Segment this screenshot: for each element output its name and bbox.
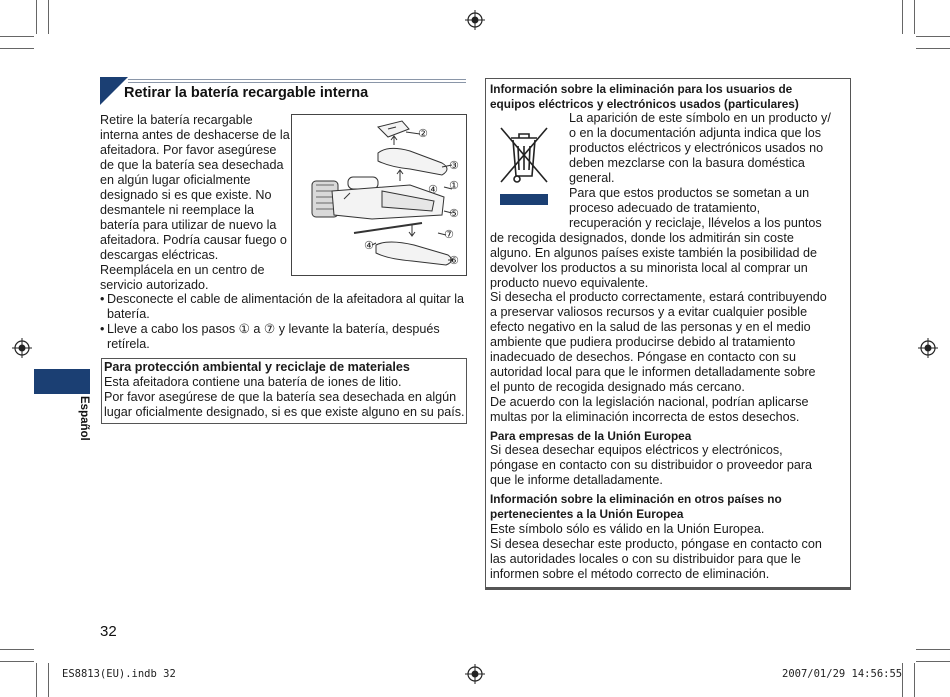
intro-line: descargas eléctricas. [100,248,219,262]
environment-line: Esta afeitadora contiene una batería de iones de litio. [104,375,402,389]
disposal-line: autoridad local para que le informen detalladamente sobre [490,365,816,379]
callout-label: ④ [364,240,374,252]
bullet-item: • Desconecte el cable de alimentación de la afeitadora al quitar la batería. [100,292,465,321]
environment-box [101,358,467,424]
intro-line: batería para utilizar de nuevo la [100,218,277,232]
page-number: 32 [100,623,117,640]
environment-line: lugar oficialmente designado, si es que existe alguno en su país. [104,405,465,419]
bullet-text: Lleve a cabo los pasos ① a ⑦ y levante la batería, después retírela. [107,322,440,351]
disposal-line: deben mezclarse con la basura doméstica [569,156,805,170]
language-tab [34,369,90,394]
crossed-wheelie-bin-icon [497,124,551,186]
intro-line: de que la batería sea desechada [100,158,284,172]
eu-business-line: Si desea desechar equipos eléctricos y electrónicos, [490,443,783,457]
disposal-heading: Información sobre la eliminación para los usuarios de [490,82,793,96]
language-label: Español [78,396,90,441]
disposal-line: el punto de recogida designado más cercano. [490,380,745,394]
intro-line: designado si es que existe. No [100,188,272,202]
shaver-disassembly-drawing [292,115,466,275]
disposal-line: De acuerdo con la legislación nacional, podrían aplicarse [490,395,809,409]
intro-line: Reemplácela en un centro de [100,263,265,277]
non-eu-heading: pertenecientes a la Unión Europea [490,507,684,521]
registration-mark-bottom [465,664,485,684]
disposal-line: proceso adecuado de tratamiento, [569,201,761,215]
section-title: Retirar la batería recargable interna [124,85,369,101]
footer-timestamp: 2007/01/29 14:56:55 [782,668,903,680]
eu-business-line: póngase en contacto con su distribuidor o proveedor para [490,458,813,472]
weee-bar [500,194,548,205]
intro-line: afeitadora. Podría causar fuego o [100,233,287,247]
non-eu-line: las autoridades locales o con su distribuidor para que le [490,552,801,566]
callout-label: ① [449,180,459,192]
disposal-line: productos eléctricos y electrónicos usados no [569,141,824,155]
disposal-line: de recogida designados, donde los admitirán sin coste [490,231,794,245]
disposal-line: general. [569,171,615,185]
disposal-line: inadecuado de desechos. Póngase en contacto con su [490,350,796,364]
disposal-line: devolver los productos a su minorista local al comprar un [490,261,808,275]
disposal-heading: equipos eléctricos y electrónicos usados (particulares) [490,97,799,111]
callout-label: ⑦ [444,229,454,241]
callout-label: ④ [428,184,438,196]
callout-label: ⑥ [449,255,459,267]
disposal-line: efecto negativo en la salud de las personas y en el medio [490,320,811,334]
callout-label: ② [418,128,428,140]
eu-business-line: que le informe detalladamente. [490,473,663,487]
non-eu-line: Este símbolo sólo es válido en la Unión Europea. [490,522,765,536]
non-eu-heading: Información sobre la eliminación en otros países no [490,492,782,506]
environment-line: Por favor asegúrese de que la batería sea desechada en algún [104,390,457,404]
intro-line: afeitadora. Por favor asegúrese [100,143,277,157]
eu-business-heading: Para empresas de la Unión Europea [490,429,692,443]
disposal-line: o en la documentación adjunta indica que los [569,126,822,140]
callout-label: ③ [449,160,459,172]
disposal-line: La aparición de este símbolo en un producto y/ [569,111,831,125]
disposal-line: producto nuevo equivalente. [490,276,649,290]
disposal-line: Para que estos productos se sometan a un [569,186,810,200]
disposal-line: alguno. En algunos países existe también la posibilidad de [490,246,817,260]
disposal-line: multas por la eliminación incorrecta de estos desechos. [490,410,800,424]
disposal-line: ambiente que pudiera producirse debido al tratamiento [490,335,796,349]
intro-line: en algún lugar oficialmente [100,173,251,187]
intro-line: interna antes de deshacerse de la [100,128,290,142]
disposal-line: recuperación y reciclaje, llévelos a los puntos [569,216,822,230]
intro-line: desmantele ni reemplace la [100,203,255,217]
battery-removal-illustration [291,114,467,276]
non-eu-line: Si desea desechar este producto, póngase en contacto con [490,537,822,551]
section-header [100,77,466,105]
bullet-text: Desconecte el cable de alimentación de la afeitadora al quitar la batería. [107,292,465,321]
bullet-item: • Lleve a cabo los pasos ① a ⑦ y levante la batería, después retírela. [100,322,465,352]
disposal-line: Si desecha el producto correctamente, estará contribuyendo [490,290,827,304]
non-eu-line: informen sobre el método correcto de eliminación. [490,567,770,581]
intro-line: Retire la batería recargable [100,113,253,127]
callout-label: ⑤ [449,208,459,220]
disposal-line: a preservar valiosos recursos y a evitar cualquier posible [490,305,808,319]
registration-mark-right [918,338,938,358]
environment-heading: Para protección ambiental y reciclaje de materiales [104,360,410,374]
registration-mark-top [465,10,485,30]
intro-line: servicio autorizado. [100,278,209,292]
registration-mark-left [12,338,32,358]
footer-file-info: ES8813(EU).indb 32 [62,668,176,680]
